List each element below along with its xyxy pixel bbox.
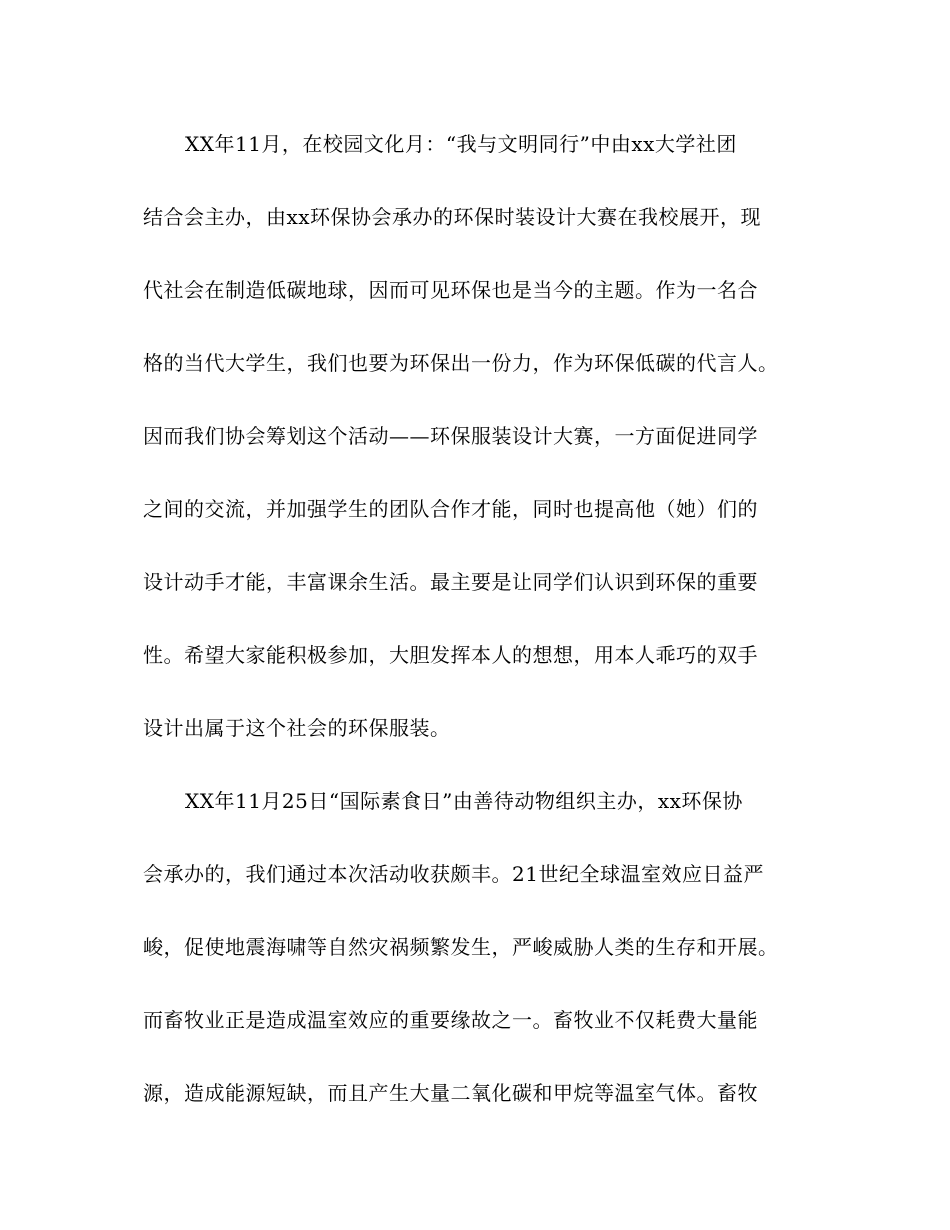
text-line: 格的当代大学生，我们也要为环保出一份力，作为环保低碳的代言人。: [143, 351, 779, 375]
text-line: XX年11月25日“国际素食日”由善待动物组织主办，xx环保协: [185, 789, 743, 813]
text-line: 设计出属于这个社会的环保服装。: [143, 716, 451, 740]
text-line: 会承办的，我们通过本次活动收获颇丰。21世纪全球温室效应日益严: [143, 862, 764, 886]
text-line: 峻，促使地震海啸等自然灾祸频繁发生，严峻威胁人类的生存和开展。: [143, 935, 779, 959]
text-line: 设计动手才能，丰富课余生活。最主要是让同学们认识到环保的重要: [143, 570, 758, 594]
text-line: 因而我们协会筹划这个活动——环保服装设计大赛，一方面促进同学: [143, 424, 758, 448]
text-line: XX年11月，在校园文化月：“我与文明同行”中由xx大学社团: [185, 132, 737, 156]
text-line: 结合会主办，由xx环保协会承办的环保时装设计大赛在我校展开，现: [143, 205, 762, 229]
text-line: 源，造成能源短缺，而且产生大量二氧化碳和甲烷等温室气体。畜牧: [143, 1081, 758, 1105]
document-body: [143, 124, 823, 1146]
text-line: 性。希望大家能积极参加，大胆发挥本人的想想，用本人乖巧的双手: [143, 643, 758, 667]
text-line: 代社会在制造低碳地球，因而可见环保也是当今的主题。作为一名合: [143, 278, 758, 302]
paragraph-2: [143, 781, 823, 1146]
text-line: 而畜牧业正是造成温室效应的重要缘故之一。畜牧业不仅耗费大量能: [143, 1008, 758, 1032]
text-line: 之间的交流，并加强学生的团队合作才能，同时也提高他（她）们的: [143, 497, 758, 521]
paragraph-1: [143, 124, 823, 781]
